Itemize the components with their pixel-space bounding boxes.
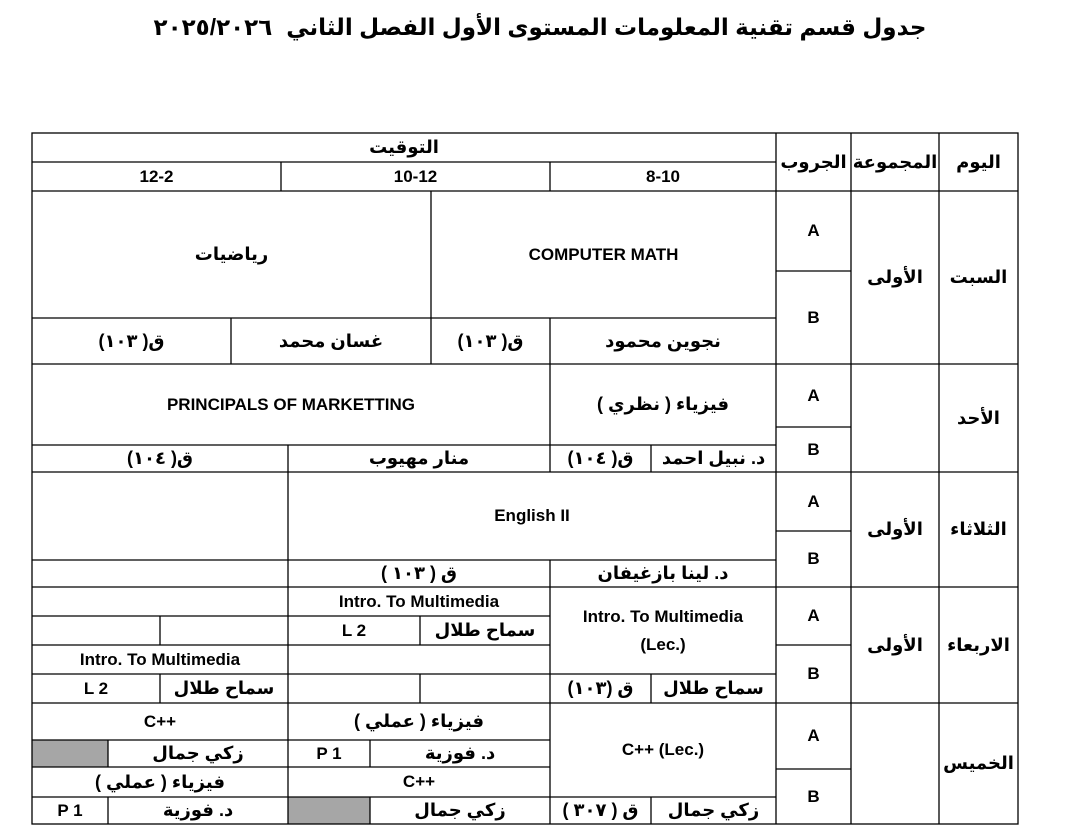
lecturer-sunday-1: د. نبيل احمد	[661, 448, 766, 468]
lecturer-cpp-lab-b: زكي جمال	[414, 800, 506, 820]
shaded-cell-thursday-a	[32, 740, 108, 767]
room-tuesday: ق ( ١٠٣ )	[380, 563, 458, 583]
day-wednesday: الاربعاء	[947, 634, 1010, 655]
lecturer-physics-lab-b: د. فوزية	[162, 800, 234, 820]
lecturer-tuesday: د. لينا بازغيفان	[597, 563, 729, 583]
course-english-ii: English II	[494, 506, 570, 525]
group-saturday: الأولى	[867, 267, 923, 287]
multimedia-lecture-line-2: (Lec.)	[640, 634, 686, 654]
day-tuesday: الثلاثاء	[950, 519, 1007, 539]
room-sunday-2: ق( ١٠٤)	[126, 448, 194, 468]
section-b-wednesday: B	[807, 664, 820, 683]
header-group: المجموعة	[852, 151, 938, 172]
title-main: جدول قسم تقنية المعلومات المستوى الأول الفصل الثاني	[286, 14, 927, 40]
course-multimedia-lab-b: Intro. To Multimedia	[79, 649, 241, 669]
header-slot-12-2: 12-2	[139, 166, 174, 186]
multimedia-lecture-line-1: Intro. To Multimedia	[582, 606, 744, 626]
course-physics-lab-a: فيزياء ( عملي )	[354, 711, 484, 731]
lecturer-saturday-1: نجوين محمود	[605, 330, 721, 351]
course-multimedia-lab-a: Intro. To Multimedia	[338, 591, 500, 611]
room-saturday-1: ق( ١٠٣)	[457, 330, 524, 351]
course-physics-lab-b: فيزياء ( عملي )	[95, 771, 225, 792]
group-thursday	[851, 703, 939, 824]
section-b-sunday: B	[807, 439, 820, 459]
section-a-wednesday: A	[807, 606, 820, 625]
course-principals-of-marketting: PRINCIPALS OF MARKETTING	[166, 394, 416, 414]
lecturer-saturday-2: غسان محمد	[278, 330, 384, 351]
page-title	[0, 14, 1080, 41]
header-slot-8-10: 8-10	[645, 166, 681, 186]
course-multimedia-lecture	[550, 587, 776, 674]
section-b-thursday: B	[807, 786, 820, 806]
course-cpp-lab-a: C++	[143, 711, 177, 731]
lecturer-thursday-lecture: زكي جمال	[667, 800, 760, 820]
course-math-arabic: رياضيات	[194, 244, 269, 264]
title-year: ٢٠٢٥/٢٠٢٦	[153, 14, 273, 40]
section-b-saturday: B	[807, 307, 820, 327]
group-wednesday: الأولى	[867, 634, 923, 655]
day-saturday: السبت	[949, 267, 1008, 287]
lecturer-sunday-2: منار مهيوب	[368, 448, 470, 468]
day-thursday: الخميس	[943, 753, 1014, 773]
course-computer-math: COMPUTER MATH	[528, 244, 679, 264]
room-wednesday-lecture: ق (١٠٣)	[567, 678, 634, 698]
section-a-tuesday: A	[807, 491, 820, 511]
group-sunday	[851, 364, 939, 472]
room-physics-lab-b: P 1	[57, 800, 83, 820]
section-a-thursday: A	[807, 726, 820, 745]
group-tuesday: الأولى	[867, 519, 923, 539]
day-sunday: الأحد	[957, 407, 1000, 428]
header-slot-10-12: 10-12	[393, 166, 438, 186]
room-thursday-lecture: ق ( ٣٠٧ )	[562, 800, 639, 820]
course-cpp-lab-b: C++	[402, 772, 436, 791]
header-day: اليوم	[956, 151, 1001, 172]
course-cpp-lecture: C++ (Lec.)	[621, 740, 705, 759]
lecturer-wednesday-lecture: سماح طلال	[663, 678, 764, 698]
room-saturday-2: ق( ١٠٣)	[98, 330, 165, 351]
course-physics-theory: فيزياء ( نظري )	[596, 394, 730, 414]
room-physics-lab-a: P 1	[316, 743, 342, 763]
section-b-tuesday: B	[807, 549, 820, 568]
header-section: الجروب	[780, 151, 847, 172]
lecturer-wednesday-lab-a: سماح طلال	[434, 620, 536, 640]
shaded-cell-thursday-b	[288, 797, 370, 824]
room-sunday-1: ق( ١٠٤)	[567, 448, 634, 468]
room-wednesday-lab-a: L 2	[341, 620, 367, 640]
room-wednesday-lab-b: L 2	[83, 678, 109, 698]
lecturer-wednesday-lab-b: سماح طلال	[173, 678, 275, 698]
section-a-sunday: A	[807, 385, 820, 405]
header-timing: التوقيت	[369, 137, 439, 157]
section-a-saturday: A	[807, 221, 820, 240]
lecturer-cpp-lab-a: زكي جمال	[152, 743, 244, 763]
lecturer-physics-lab-a: د. فوزية	[424, 743, 496, 763]
